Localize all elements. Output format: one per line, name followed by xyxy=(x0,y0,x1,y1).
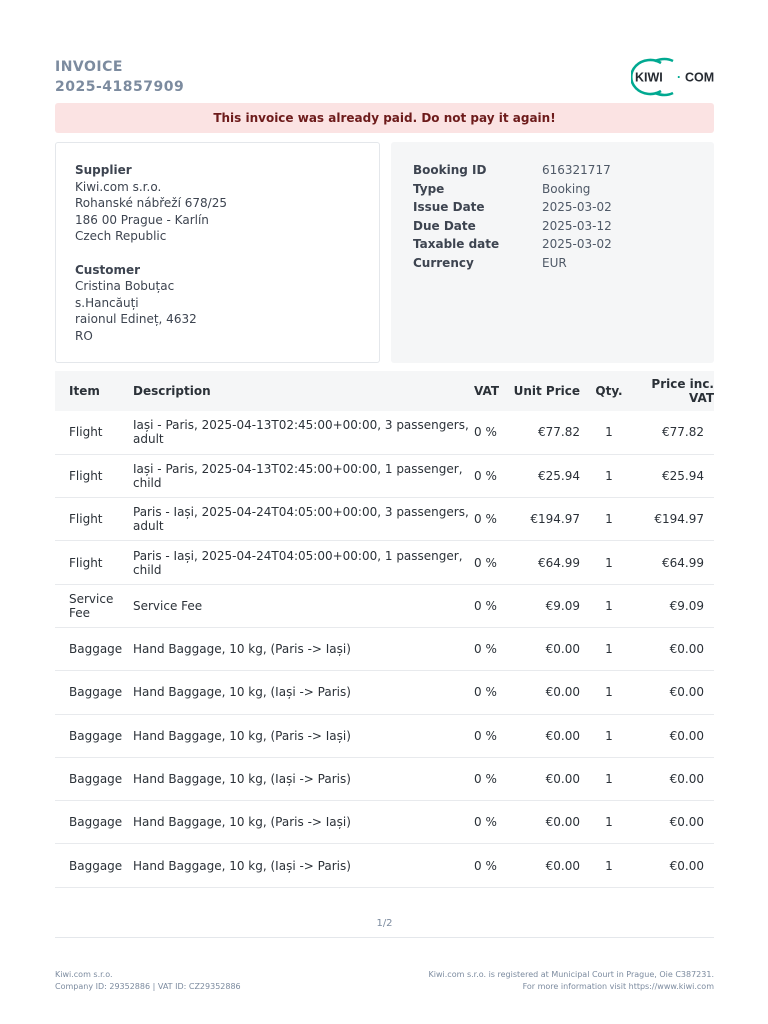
cell-unit-price: €9.09 xyxy=(510,584,580,627)
table-row xyxy=(55,584,714,627)
booking-row xyxy=(413,180,692,199)
cell-price-inc-vat: €0.00 xyxy=(638,801,714,844)
booking-key: Issue Date xyxy=(413,200,485,215)
cell-description: Hand Baggage, 10 kg, (Paris -> Iași) xyxy=(133,714,474,757)
cell-price-inc-vat: €194.97 xyxy=(638,498,714,541)
cell-vat: 0 % xyxy=(474,714,510,757)
booking-value: 2025-03-02 xyxy=(542,237,612,252)
footer-line: Company ID: 29352886 | VAT ID: CZ29352886 xyxy=(55,982,241,991)
cell-vat: 0 % xyxy=(474,801,510,844)
cell-unit-price: €0.00 xyxy=(510,671,580,714)
cell-price-inc-vat: €9.09 xyxy=(638,584,714,627)
cell-qty: 1 xyxy=(580,671,638,714)
invoice-title: INVOICE xyxy=(55,59,123,75)
booking-key: Taxable date xyxy=(413,237,500,252)
cell-item: Baggage xyxy=(55,757,133,800)
cell-description: Iași - Paris, 2025-04-13T02:45:00+00:00, 1 passenger, child xyxy=(133,454,474,497)
cell-price-inc-vat: €64.99 xyxy=(638,541,714,584)
table-row xyxy=(55,454,714,497)
footer-registration-info xyxy=(429,969,714,993)
cell-description: Iași - Paris, 2025-04-13T02:45:00+00:00, 3 passengers, adult xyxy=(133,411,474,454)
customer-line: RO xyxy=(75,328,93,343)
cell-description: Hand Baggage, 10 kg, (Iași -> Paris) xyxy=(133,671,474,714)
table-row xyxy=(55,498,714,541)
table-row xyxy=(55,411,714,454)
column-header-unit-price: Unit Price xyxy=(513,384,580,398)
booking-key: Type xyxy=(413,181,445,196)
customer-line: raionul Edineț, 4632 xyxy=(75,312,197,326)
footer-line: Kiwi.com s.r.o. xyxy=(55,970,113,979)
column-header-item: Item xyxy=(69,384,100,398)
table-row xyxy=(55,801,714,844)
cell-item: Flight xyxy=(55,498,133,541)
page-indicator: 1/2 xyxy=(55,918,714,938)
cell-item: Baggage xyxy=(55,627,133,670)
cell-unit-price: €0.00 xyxy=(510,757,580,800)
footer-company-info xyxy=(55,969,241,993)
supplier-label: Supplier xyxy=(75,163,132,177)
cell-unit-price: €0.00 xyxy=(510,801,580,844)
supplier-line: Kiwi.com s.r.o. xyxy=(75,179,162,194)
column-header-qty: Qty. xyxy=(595,384,623,398)
customer-line: s.Hancăuți xyxy=(75,295,139,310)
cell-item: Flight xyxy=(55,454,133,497)
cell-vat: 0 % xyxy=(474,671,510,714)
cell-vat: 0 % xyxy=(474,627,510,670)
parties-box xyxy=(55,142,380,363)
booking-value: 2025-03-02 xyxy=(542,200,612,215)
column-header-price-inc-vat: Price inc. VAT xyxy=(651,377,714,405)
customer-label: Customer xyxy=(75,262,141,277)
cell-item: Baggage xyxy=(55,801,133,844)
cell-qty: 1 xyxy=(580,627,638,670)
svg-text:·: · xyxy=(677,70,682,85)
cell-vat: 0 % xyxy=(474,498,510,541)
cell-price-inc-vat: €0.00 xyxy=(638,671,714,714)
cell-price-inc-vat: €25.94 xyxy=(638,454,714,497)
cell-description: Paris - Iași, 2025-04-24T04:05:00+00:00, 3 passengers, adult xyxy=(133,498,474,541)
cell-qty: 1 xyxy=(580,541,638,584)
booking-row xyxy=(413,198,692,217)
booking-key: Due Date xyxy=(413,218,476,233)
cell-description: Hand Baggage, 10 kg, (Iași -> Paris) xyxy=(133,844,474,887)
cell-unit-price: €77.82 xyxy=(510,411,580,454)
table-row xyxy=(55,757,714,800)
table-row xyxy=(55,714,714,757)
booking-value: EUR xyxy=(542,255,567,270)
booking-details-box xyxy=(391,142,714,363)
customer-line: Cristina Bobuțac xyxy=(75,279,175,293)
supplier-line: 186 00 Prague - Karlín xyxy=(75,212,209,227)
cell-qty: 1 xyxy=(580,411,638,454)
cell-price-inc-vat: €0.00 xyxy=(638,627,714,670)
cell-qty: 1 xyxy=(580,454,638,497)
booking-row xyxy=(413,161,692,180)
cell-vat: 0 % xyxy=(474,584,510,627)
table-header-row xyxy=(55,371,714,411)
cell-unit-price: €25.94 xyxy=(510,454,580,497)
cell-vat: 0 % xyxy=(474,411,510,454)
booking-value: Booking xyxy=(542,181,591,196)
column-header-description: Description xyxy=(133,384,211,398)
invoice-items-table xyxy=(55,371,714,888)
invoice-header xyxy=(55,57,715,99)
cell-unit-price: €194.97 xyxy=(510,498,580,541)
cell-qty: 1 xyxy=(580,714,638,757)
cell-price-inc-vat: €0.00 xyxy=(638,714,714,757)
footer-line: For more information visit https://www.kiwi.com xyxy=(522,982,714,991)
cell-description: Hand Baggage, 10 kg, (Iași -> Paris) xyxy=(133,757,474,800)
cell-description: Hand Baggage, 10 kg, (Paris -> Iași) xyxy=(133,627,474,670)
invoice-number: 2025-41857909 xyxy=(55,79,185,95)
table-row xyxy=(55,671,714,714)
column-header-vat: VAT xyxy=(474,384,500,398)
table-row xyxy=(55,541,714,584)
cell-qty: 1 xyxy=(580,757,638,800)
table-row xyxy=(55,844,714,887)
cell-item: Baggage xyxy=(55,844,133,887)
cell-vat: 0 % xyxy=(474,844,510,887)
supplier-line: Czech Republic xyxy=(75,229,167,243)
cell-item: Service Fee xyxy=(55,584,133,627)
cell-vat: 0 % xyxy=(474,454,510,497)
paid-alert-banner: This invoice was already paid. Do not pay it again! xyxy=(55,103,714,133)
table-row xyxy=(55,627,714,670)
cell-item: Baggage xyxy=(55,671,133,714)
cell-qty: 1 xyxy=(580,801,638,844)
cell-vat: 0 % xyxy=(474,757,510,800)
cell-unit-price: €64.99 xyxy=(510,541,580,584)
cell-description: Service Fee xyxy=(133,584,474,627)
cell-qty: 1 xyxy=(580,498,638,541)
booking-key: Booking ID xyxy=(413,163,487,177)
svg-text:COM: COM xyxy=(685,70,715,85)
footer-line: Kiwi.com s.r.o. is registered at Municipal Court in Prague, Oie C387231. xyxy=(428,970,714,979)
booking-row xyxy=(413,235,692,254)
cell-vat: 0 % xyxy=(474,541,510,584)
cell-item: Flight xyxy=(55,411,133,454)
booking-row xyxy=(413,217,692,236)
cell-unit-price: €0.00 xyxy=(510,627,580,670)
cell-unit-price: €0.00 xyxy=(510,844,580,887)
cell-item: Baggage xyxy=(55,714,133,757)
cell-price-inc-vat: €0.00 xyxy=(638,757,714,800)
cell-item: Flight xyxy=(55,541,133,584)
cell-qty: 1 xyxy=(580,584,638,627)
booking-key: Currency xyxy=(413,255,474,270)
cell-description: Hand Baggage, 10 kg, (Paris -> Iași) xyxy=(133,801,474,844)
cell-qty: 1 xyxy=(580,844,638,887)
svg-text:KIWI: KIWI xyxy=(635,70,663,85)
booking-value: 2025-03-12 xyxy=(542,218,612,233)
cell-price-inc-vat: €0.00 xyxy=(638,844,714,887)
cell-unit-price: €0.00 xyxy=(510,714,580,757)
booking-value: 616321717 xyxy=(542,163,611,177)
kiwi-logo xyxy=(631,57,715,97)
cell-description: Paris - Iași, 2025-04-24T04:05:00+00:00, 1 passenger, child xyxy=(133,541,474,584)
supplier-line: Rohanské nábřeží 678/25 xyxy=(75,196,227,210)
booking-row xyxy=(413,254,692,273)
cell-price-inc-vat: €77.82 xyxy=(638,411,714,454)
